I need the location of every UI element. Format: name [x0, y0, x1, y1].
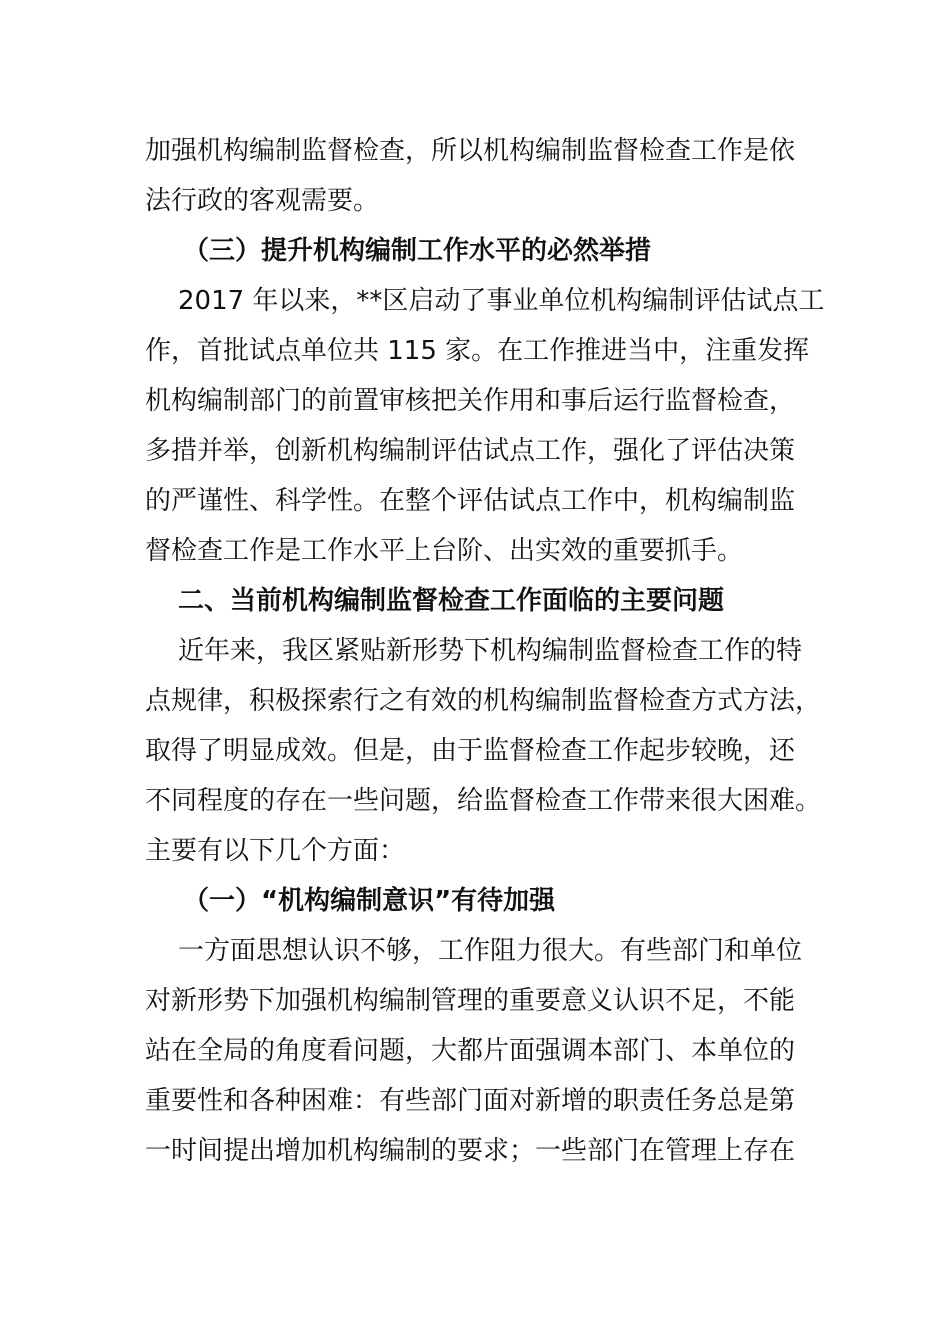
text-line: 机构编制部门的前置审核把关作用和事后运行监督检查，	[145, 386, 796, 416]
paragraph-first-line: 近年来，我区紧贴新形势下机构编制监督检查工作的特	[178, 636, 803, 666]
text-line: 取得了明显成效。但是，由于监督检查工作起步较晚，还	[145, 736, 796, 766]
text-line: 站在全局的角度看问题，大都片面强调本部门、本单位的	[145, 1036, 796, 1066]
text-line: 督检查工作是工作水平上台阶、出实效的重要抓手。	[145, 536, 744, 566]
text-line: 重要性和各种困难：有些部门面对新增的职责任务总是第	[145, 1086, 796, 1116]
text-line: 点规律，积极探索行之有效的机构编制监督检查方式方法，	[145, 686, 822, 716]
text-line: 法行政的客观需要。	[145, 186, 380, 216]
text-line: 对新形势下加强机构编制管理的重要意义认识不足，不能	[145, 986, 796, 1016]
text-line: 不同程度的存在一些问题，给监督检查工作带来很大困难。	[145, 786, 822, 816]
paragraph-first-line: 一方面思想认识不够，工作阻力很大。有些部门和单位	[178, 936, 803, 966]
section-heading: （三）提升机构编制工作水平的必然举措	[183, 236, 652, 266]
chapter-heading: 二、当前机构编制监督检查工作面临的主要问题	[178, 586, 725, 616]
text-line: 主要有以下几个方面：	[145, 836, 406, 866]
paragraph-first-line: 2017 年以来，**区启动了事业单位机构编制评估试点工	[178, 286, 825, 316]
text-line: 加强机构编制监督检查，所以机构编制监督检查工作是依	[145, 136, 796, 166]
text-line: 的严谨性、科学性。在整个评估试点工作中，机构编制监	[145, 486, 796, 516]
section-heading: （一）“机构编制意识”有待加强	[183, 886, 556, 916]
text-line: 多措并举，创新机构编制评估试点工作，强化了评估决策	[145, 436, 796, 466]
text-line: 一时间提出增加机构编制的要求；一些部门在管理上存在	[145, 1136, 796, 1166]
document-page	[145, 126, 825, 1176]
text-line: 作，首批试点单位共 115 家。在工作推进当中，注重发挥	[145, 336, 810, 366]
